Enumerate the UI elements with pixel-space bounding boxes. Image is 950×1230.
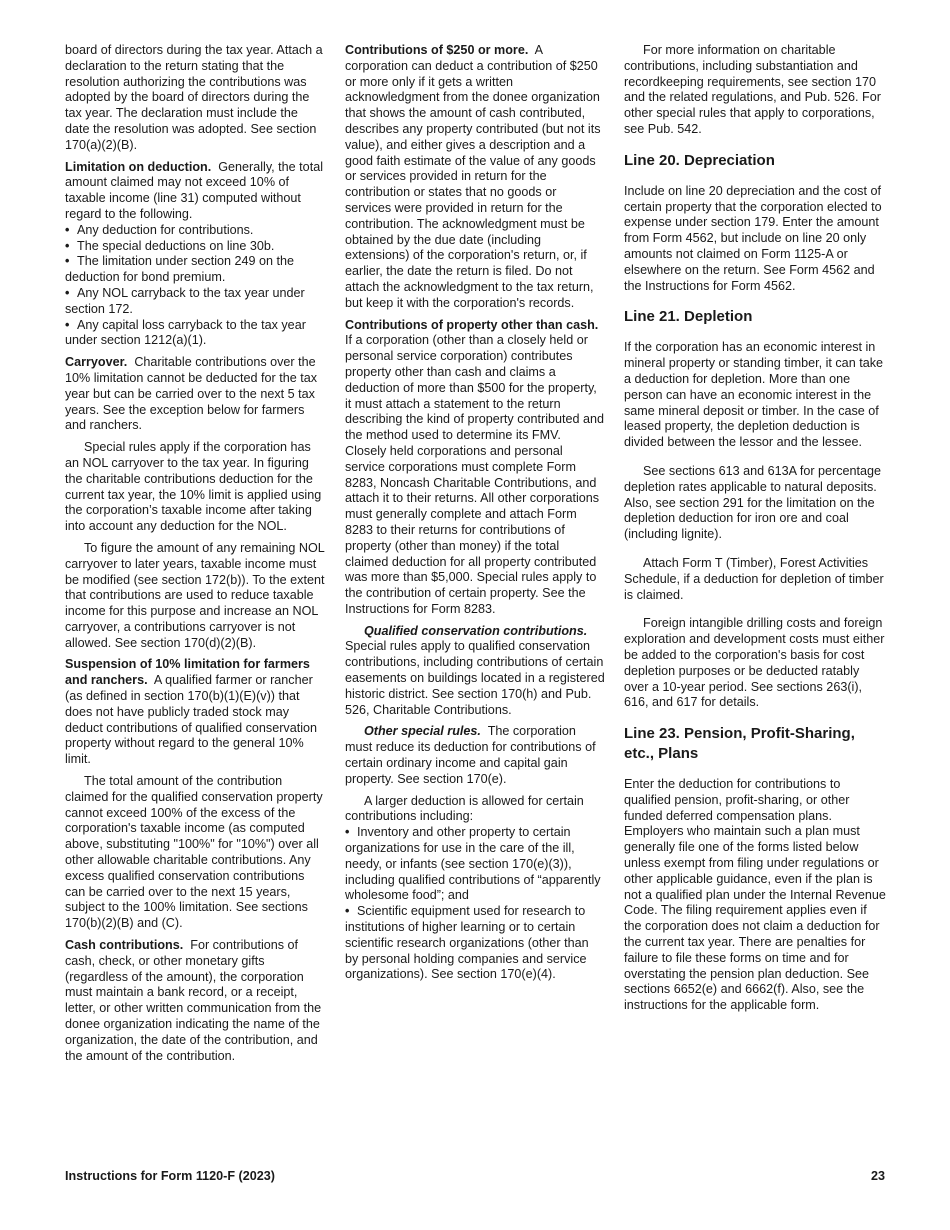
- line-23-heading: Line 23. Pension, Profit-Sharing, etc., Plans: [624, 725, 855, 763]
- column-1: [65, 43, 325, 1070]
- page-number: 23: [870, 1169, 885, 1183]
- column-3: [624, 43, 886, 1020]
- larger-bullet: • Inventory and other property to certain organizations for use in the care of the ill, needy, or infants (see section 170(e)(3)), including qualified contributions of “apparently wholesome food”; and: [345, 825, 605, 904]
- column-2: [345, 43, 605, 983]
- paragraph-more-info: For more information on charitable contributions, including substantiation and recordkeeping requirements, see section 170 and the related regulations, and Pub. 526. For other special rules that apply to corporations, see Pub. 542.: [624, 43, 881, 136]
- paragraph-suspension: [65, 657, 325, 768]
- limitation-bullet: • The limitation under section 249 on the deduction for bond premium.: [65, 254, 325, 286]
- paragraph-carryover-nol: Special rules apply if the corporation has an NOL carryover to the tax year. In figuring the charitable contributions deduction for the current tax year, the 10% limit is applied using the corporation’s taxable income after taking into account any deduction for the NOL.: [65, 440, 322, 534]
- larger-bullet: • Scientific equipment used for research to institutions of higher learning or to certain scientific research organizations (other than by personal holding companies and service organizations). See section 170(e)(4).: [345, 904, 605, 983]
- property-heading: Contributions of property other than cash.: [345, 317, 599, 332]
- paragraph-limitation: [65, 160, 325, 223]
- line-21-timber: Attach Form T (Timber), Forest Activities Schedule, if a deduction for depletion of timber is claimed.: [624, 555, 884, 602]
- line-23-text: Enter the deduction for contributions to qualified pension, profit-sharing, or other funded deferred compensation plans. Employers who maintain such a plan must generally file one of the forms listed below unless exempt from filing under regulations or other applicable guidance, even if the plan is not a qualified plan under the Internal Revenue Code. The filing requirement applies even if the corporation does not claim a deduction for the current tax year. There are penalties for failure to file these forms on time and for overstating the pension plan deduction. See sections 6652(e) and 6662(f). Also, see the instructions for the applicable form.: [624, 777, 886, 1013]
- paragraph-other-rules: [345, 724, 605, 787]
- contrib-250-heading: Contributions of $250 or more.: [345, 43, 529, 57]
- paragraph-property: [345, 318, 605, 618]
- paragraph-suspension-total: The total amount of the contribution claimed for the qualified conservation property cannot exceed 100% of the excess of the corporation's taxable income (as computed above, substituting "100%" for "10%") over all other allowable charitable contributions. Any excess qualified conservation contributions can be carried over to the next 15 years, subject to the 100% limitation. See sections 170(b)(2)(B) and (C).: [65, 774, 323, 931]
- contrib-250-text: A corporation can deduct a contribution of $250 or more only if it gets a written acknowledgment from the donee organization that shows the amount of cash contributed, describes any property contributed (but not its value), and either gives a description and a good faith estimate of the value of any goods or services provided in return for the contribution or states that no goods or services were provided in return for the contribution. The acknowledgment must be obtained by the due date (including extensions) of the corporation's return, or, if earlier, the date the return is filed. Do not attach the acknowledgment to the tax return, but keep it with the corporation's records.: [345, 43, 601, 310]
- limitation-text: Generally, the total amount claimed may not exceed 10% of taxable income (line 31) computed without regard to the following.: [65, 159, 323, 221]
- line-21-rates: See sections 613 and 613A for percentage depletion rates applicable to natural deposits. Also, see section 291 for the limitation on the depletion deduction for iron ore and coal (including lignite).: [624, 463, 882, 542]
- paragraph-larger: A larger deduction is allowed for certain contributions including:: [345, 793, 584, 824]
- limitation-bullet: • The special deductions on line 30b.: [65, 239, 325, 255]
- cash-heading: Cash contributions.: [65, 938, 184, 953]
- paragraph-carryover-remaining: To figure the amount of any remaining NOL carryover to later years, taxable income must be modified (see section 172(b)). To the extent that contributions are used to reduce taxable income for this purpose and increase an NOL carryover, a contributions carryover is not allowed. See section 170(d)(2)(B).: [65, 540, 325, 650]
- line-20-heading: Line 20. Depreciation: [624, 151, 775, 169]
- line-21-heading: Line 21. Depletion: [624, 308, 753, 326]
- limitation-heading: Limitation on deduction.: [65, 159, 212, 174]
- paragraph-carryover: [65, 355, 325, 434]
- other-rules-text: The corporation must reduce its deduction for contributions of certain ordinary income and capital gain property. See section 170(e).: [345, 724, 596, 786]
- other-rules-heading: Other special rules.: [364, 724, 481, 739]
- limitation-bullet: • Any deduction for contributions.: [65, 223, 325, 239]
- carryover-heading: Carryover.: [65, 355, 128, 370]
- line-21-foreign: Foreign intangible drilling costs and foreign exploration and development costs must either be added to the corporation's basis for cost depletion purposes or be deducted ratably over a 10-year period. See sections 263(i), 616, and 617 for details.: [624, 616, 885, 710]
- line-20-text: Include on line 20 depreciation and the cost of certain property that the corporation elected to expense under section 179. Enter the amount from Form 4562, but include on line 20 only amounts not claimed on Form 1125-A or elsewhere on the return. See Form 4562 and the Instructions for Form 4562.: [624, 183, 882, 293]
- qualified-heading: Qualified conservation contributions.: [364, 623, 588, 638]
- carryover-text: Charitable contributions over the 10% limitation cannot be deducted for the tax year but can be carried over to the next 5 tax years. See the exception below for farmers and ranchers.: [65, 355, 318, 433]
- line-21-text: If the corporation has an economic interest in mineral property or standing timber, it can take a deduction for depletion. More than one person can have an economic interest in the same mineral deposit or timber. In the case of leased property, the depletion deduction is divided between the lessor and the lessee.: [624, 340, 883, 450]
- footer-form-title: Instructions for Form 1120-F (2023): [65, 1169, 275, 1183]
- paragraph-250: [345, 43, 605, 312]
- paragraph-continuation: board of directors during the tax year. Attach a declaration to the return stating that the resolution authorizing the contributions was adopted by the board of directors during the tax year. The declaration must include the date the resolution was adopted. See section 170(a)(2)(B).: [65, 43, 323, 152]
- qualified-text: Special rules apply to qualified conservation contributions, including contributions of certain easements on buildings located in a registered historic district. See section 170(h) and Pub. 526, Charitable Contributions.: [345, 639, 605, 717]
- limitation-bullet: • Any capital loss carryback to the tax year under section 1212(a)(1).: [65, 318, 325, 350]
- limitation-bullet: • Any NOL carryback to the tax year under section 172.: [65, 286, 325, 318]
- paragraph-cash: [65, 938, 325, 1064]
- cash-text: For contributions of cash, check, or other monetary gifts (regardless of the amount), the corporation must maintain a bank record, or a receipt, letter, or other written communication from the donee organization indicating the name of the organization, the date of the contribution, and the amount of the contribution.: [65, 938, 322, 1063]
- suspension-text: A qualified farmer or rancher (as defined in section 170(b)(1)(E)(v)) that does not have publicly traded stock may deduct contributions of qualified conservation property without regard to the general 10% limit.: [65, 673, 318, 767]
- paragraph-qualified: [345, 624, 605, 719]
- property-text: If a corporation (other than a closely held or personal service corporation) contributes property other than cash and claims a deduction of more than $500 for the property, it must attach a statement to the return describing the kind of property contributed and the method used to determine its FMV. Closely held corporations and personal service corporations must complete Form 8283, Noncash Charitable Contributions, and attach it to their returns. All other corporations must generally complete and attach Form 8283 to their returns for contributions of property (other than money) if the total claimed deduction for all property contributed was more than $5,000. Special rules apply to the contribution of certain property. See the Instructions for Form 8283.: [345, 333, 605, 616]
- suspension-heading: Suspension of 10% limitation for farmers and ranchers.: [65, 657, 310, 688]
